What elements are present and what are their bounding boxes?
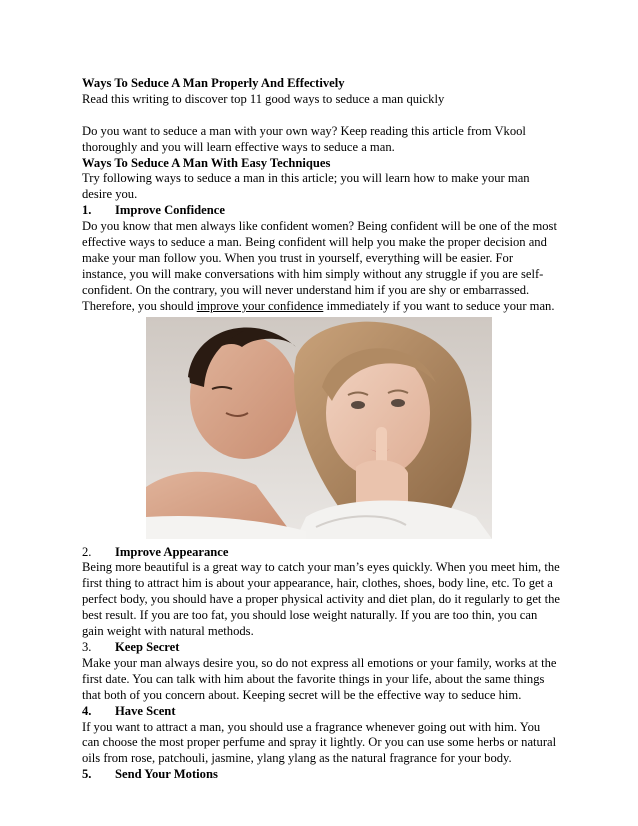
item-4-paragraph: If you want to attract a man, you should use a fragrance whenever going out with him. You can choose the most proper perfume and spray it lightly. Or you can use some herbs or natural oils from rose, patchouli, jasmine, ylang ylang as the natural fragrance for your body. xyxy=(82,719,557,766)
document-title: Ways To Seduce A Man Properly And Effectively xyxy=(82,76,345,90)
item-1-text-before: Do you know that men always like confident women? Being confident will be one of the most effective ways to seduce a man. Being confident will help you make the proper decision and make your man follow you. When you trust in yourself, everything will be easier. For instance, you will make conversations with him simply without any struggle if you are self-confident. On the contrary, you will never understand him if you are shy or embarrassed. Therefore, you should xyxy=(82,219,557,313)
couple-photo xyxy=(146,317,492,539)
improve-confidence-link[interactable]: improve your confidence xyxy=(196,298,324,313)
item-4-heading xyxy=(82,704,560,720)
item-4-title: Have Scent xyxy=(115,703,176,718)
item-5-title: Send Your Motions xyxy=(115,767,218,782)
item-2-heading xyxy=(82,545,560,561)
item-4-number: 4. xyxy=(82,703,92,718)
item-1-paragraph xyxy=(82,219,560,314)
item-5-number: 5. xyxy=(82,767,92,782)
item-1-number: 1. xyxy=(82,203,92,218)
item-1-title: Improve Confidence xyxy=(115,203,225,218)
intro-paragraph: Do you want to seduce a man with your own way? Keep reading this article from Vkool thoroughly and you will learn effective ways to seduce a man. xyxy=(82,123,526,154)
item-3-title: Keep Secret xyxy=(115,640,180,655)
section-intro: Try following ways to seduce a man in this article; you will learn how to make your man desire you. xyxy=(82,171,530,202)
item-2-paragraph: Being more beautiful is a great way to catch your man’s eyes quickly. When you meet him, the first thing to attract him is about your appearance, hair, clothes, shoes, body line, etc. To get a perfect body, you should have a proper physical activity and diet plan, do it regularly to get the best result. If you are too fat, you should lose weight naturally. If you are too thin, you can gain weight with natural methods. xyxy=(82,560,560,639)
item-1-heading xyxy=(82,203,560,219)
item-2-title: Improve Appearance xyxy=(115,544,229,559)
item-3-number: 3. xyxy=(82,640,92,655)
item-1-text-after: immediately if you want to seduce your man. xyxy=(323,298,555,313)
couple-photo-illustration xyxy=(146,317,492,539)
photo-container xyxy=(82,317,560,543)
item-3-heading xyxy=(82,640,560,656)
document-subtitle: Read this writing to discover top 11 good ways to seduce a man quickly xyxy=(82,91,445,106)
item-3-paragraph: Make your man always desire you, so do not express all emotions or your family, works at the first date. You can talk with him about the favorite things in your life, about the same things that both of you concern about. Keeping secret will be the effective way to seduce him. xyxy=(82,655,557,702)
section-heading: Ways To Seduce A Man With Easy Techniques xyxy=(82,155,331,170)
item-5-heading xyxy=(82,767,560,783)
item-2-number: 2. xyxy=(82,544,92,559)
spacer xyxy=(82,108,560,124)
document-page xyxy=(82,76,560,783)
